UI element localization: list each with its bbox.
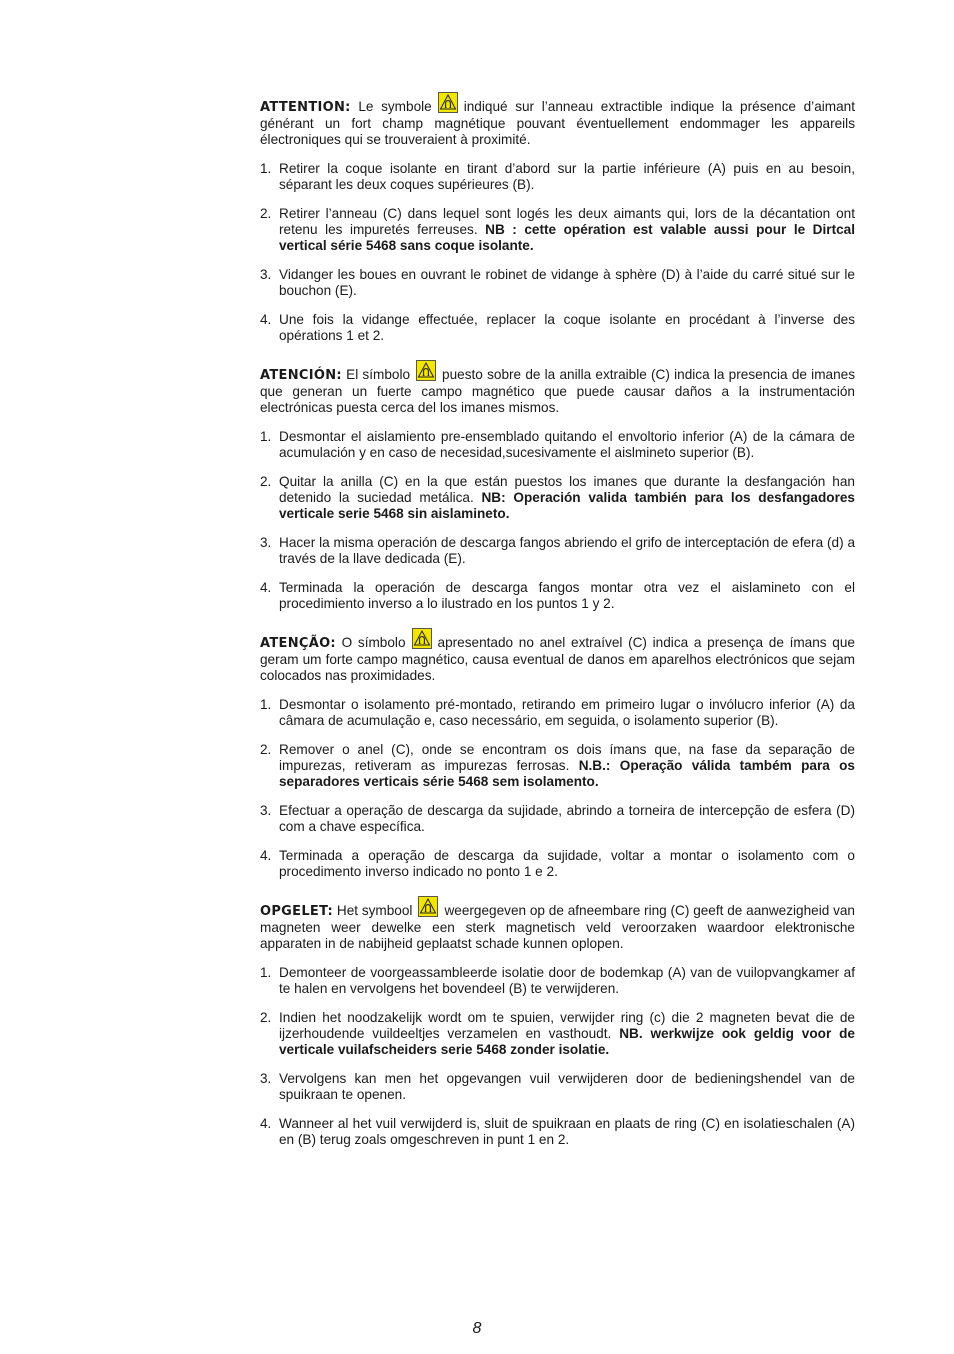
list-item xyxy=(260,312,855,344)
warning-paragraph xyxy=(260,98,855,148)
intro-text-continued: puesto sobre de la anilla extraible (C) indica la presencia de imanes que generan un fuerte campo magnético que puede causar daños a la instrumentación electrónicas puesta cerca del los imanes mismos. xyxy=(260,367,856,415)
step-number: 3. xyxy=(260,267,272,282)
list-item xyxy=(260,580,855,612)
magnet-warning-icon xyxy=(438,92,458,113)
magnet-warning-icon xyxy=(412,628,432,649)
step-number: 2. xyxy=(260,474,272,489)
step-text: Remover o anel (C), onde se encontram os dois ímans que, na fase da separação de impurezas, retiveram as impurezas ferrosas. xyxy=(279,742,855,773)
step-note: NB. werkwijze ook geldig voor de verticale vuilafscheiders serie 5468 zonder isolatie. xyxy=(279,1026,855,1057)
procedure-steps xyxy=(260,697,855,880)
magnet-warning-icon xyxy=(418,896,438,917)
intro-text-continued: weergegeven op de afneembare ring (C) geeft de aanwezigheid van magneten weer dewelke een sterk magnetisch veld veroorzaken waardoor elektronische apparaten in de nabijheid geplaatst schade kunnen oplopen. xyxy=(260,903,855,951)
step-text: Une fois la vidange effectuée, replacer la coque isolante en procédant à l’inverse des opérations 1 et 2. xyxy=(279,312,855,343)
step-number: 1. xyxy=(260,697,272,712)
step-number: 1. xyxy=(260,161,272,176)
step-note: NB : cette opération est valable aussi pour le Dirtcal vertical série 5468 sans coque isolante. xyxy=(279,222,855,253)
intro-text: O símbolo xyxy=(341,635,406,650)
list-item xyxy=(260,848,855,880)
list-item xyxy=(260,1071,855,1103)
warning-label: ATTENTION: xyxy=(260,100,351,115)
warning-label: OPGELET: xyxy=(260,904,334,919)
procedure-steps xyxy=(260,965,855,1148)
step-number: 1. xyxy=(260,429,272,444)
list-item xyxy=(260,535,855,567)
step-number: 4. xyxy=(260,580,272,595)
section-french xyxy=(260,98,855,344)
step-text: Vidanger les boues en ouvrant le robinet de vidange à sphère (D) à l’aide du carré situé sur le bouchon (E). xyxy=(279,267,855,298)
intro-text-continued: apresentado no anel extraível (C) indica a presença de ímans que geram um forte campo magnético, causa eventual de danos em aparelhos electrónicos que sejam colocados nas proximidades. xyxy=(260,635,855,683)
list-item xyxy=(260,1010,855,1058)
intro-text-continued: indiqué sur l’anneau extractible indique la présence d’aimant générant un fort champ magnétique pouvant éventuellement endommager les appareils électroniques qui se trouveraient à proximité. xyxy=(260,99,856,147)
intro-text: Le symbole xyxy=(358,99,432,114)
step-number: 1. xyxy=(260,965,272,980)
section-portuguese xyxy=(260,634,855,880)
step-text: Terminada la operación de descarga fangos montar otra vez el aislamineto con el procedimiento inverso a lo ilustrado en los puntos 1 y 2. xyxy=(279,580,855,611)
section-dutch xyxy=(260,902,855,1148)
step-number: 2. xyxy=(260,1010,272,1025)
step-text: Efectuar a operação de descarga da sujidade, abrindo a torneira de intercepção de esfera (D) com a chave específica. xyxy=(279,803,855,834)
step-text: Demonteer de voorgeassambleerde isolatie door de bodemkap (A) van de vuilopvangkamer af te halen en vervolgens het bovendeel (B) te verwijderen. xyxy=(279,965,855,996)
step-note: NB: Operación valida también para los desfangadores verticale serie 5468 sin aislamineto. xyxy=(279,490,855,521)
warning-paragraph xyxy=(260,902,855,952)
page-number: 8 xyxy=(472,1320,482,1337)
list-item xyxy=(260,161,855,193)
list-item xyxy=(260,803,855,835)
step-text: Retirer l’anneau (C) dans lequel sont logés les deux aimants qui, lors de la décantation ont retenu les impuretés ferreuses. xyxy=(279,206,855,237)
list-item xyxy=(260,742,855,790)
section-spanish xyxy=(260,366,855,612)
warning-paragraph xyxy=(260,634,855,684)
list-item xyxy=(260,697,855,729)
step-number: 3. xyxy=(260,803,272,818)
step-number: 3. xyxy=(260,535,272,550)
step-text: Wanneer al het vuil verwijderd is, sluit de spuikraan en plaats de ring (C) en isolatieschalen (A) en (B) terug zoals omgeschreven in punt 1 en 2. xyxy=(279,1116,855,1147)
step-note: N.B.: Operação válida também para os separadores verticais série 5468 sem isolamento. xyxy=(279,758,855,789)
magnet-warning-icon xyxy=(416,360,436,381)
list-item xyxy=(260,965,855,997)
procedure-steps xyxy=(260,429,855,612)
page-body xyxy=(260,98,855,1170)
warning-label: ATENÇÃO: xyxy=(260,636,336,651)
step-text: Vervolgens kan men het opgevangen vuil verwijderen door de bedieningshendel van de spuikraan te openen. xyxy=(279,1071,855,1102)
procedure-steps xyxy=(260,161,855,344)
step-number: 4. xyxy=(260,312,272,327)
step-number: 2. xyxy=(260,206,272,221)
list-item xyxy=(260,1116,855,1148)
step-number: 2. xyxy=(260,742,272,757)
step-number: 3. xyxy=(260,1071,272,1086)
step-text: Terminada a operação de descarga da sujidade, voltar a montar o isolamento com o procedimento inverso indicado no ponto 1 e 2. xyxy=(279,848,855,879)
list-item xyxy=(260,267,855,299)
step-number: 4. xyxy=(260,848,272,863)
list-item xyxy=(260,429,855,461)
step-text: Quitar la anilla (C) en la que están puestos los imanes que durante la desfangación han detenido la suciedad metálica. xyxy=(279,474,855,505)
warning-paragraph xyxy=(260,366,855,416)
step-text: Indien het noodzakelijk wordt om te spuien, verwijder ring (c) die 2 magneten bevat die de ijzerhoudende vuildeeltjes verzamelen en vasthoudt. xyxy=(279,1010,855,1041)
step-text: Desmontar el aislamiento pre-ensemblado quitando el envoltorio inferior (A) de la cámara de acumulación y en caso de necesidad,sucesivamente el aislmineto superior (B). xyxy=(279,429,855,460)
list-item xyxy=(260,206,855,254)
intro-text: El símbolo xyxy=(346,367,411,382)
step-text: Desmontar o isolamento pré-montado, retirando em primeiro lugar o invólucro inferior (A) da câmara de acumulação e, caso necessário, em seguida, o isolamento superior (B). xyxy=(279,697,855,728)
list-item xyxy=(260,474,855,522)
step-number: 4. xyxy=(260,1116,272,1131)
warning-label: ATENCIÓN: xyxy=(260,368,342,383)
intro-text: Het symbool xyxy=(336,903,413,918)
step-text: Retirer la coque isolante en tirant d’abord sur la partie inférieure (A) puis en au besoin, séparant les deux coques supérieures (B). xyxy=(279,161,855,192)
step-text: Hacer la misma operación de descarga fangos abriendo el grifo de interceptación de efera (d) a través de la llave dedicada (E). xyxy=(279,535,855,566)
